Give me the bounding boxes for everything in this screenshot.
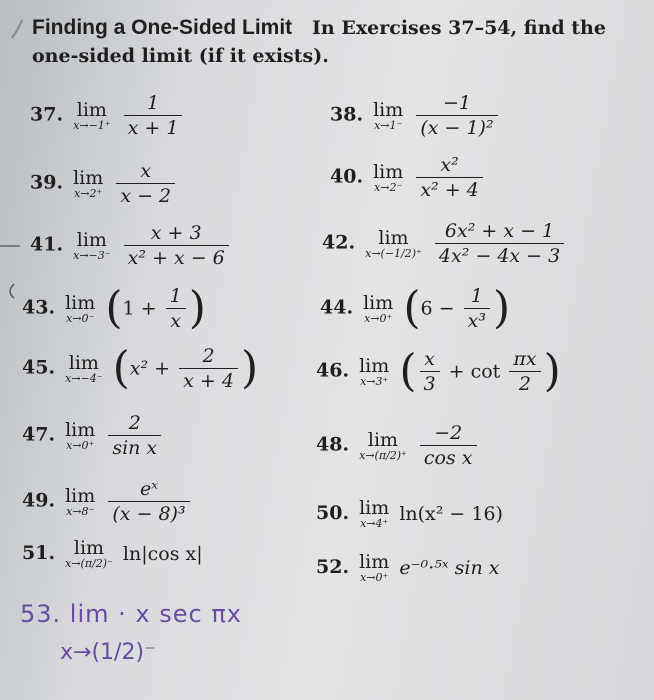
fraction: $\frac{1}{x + 1}$ <box>124 92 183 139</box>
limit-operator: lim x→−3⁻ <box>73 228 111 262</box>
exercise-number: 42. <box>322 231 356 254</box>
fraction: $\frac{2}{\text{sin x}}$ <box>108 412 161 459</box>
limit-operator: lim x→4⁺ <box>359 497 390 530</box>
heading-title: Finding a One-Sided Limit <box>32 16 293 39</box>
limit-operator: lim x→1⁻ <box>373 98 404 132</box>
exercise-45: 45. lim x→−4⁻ (x² + $\frac{2}{x + 4}$ ) <box>22 342 259 394</box>
exercise-number: 45. <box>22 356 56 379</box>
limit-operator: lim x→0⁺ <box>65 418 96 452</box>
fraction: $\frac{\text{6x² + x − 1}}{\text{4x² − 4x − 3}}$ <box>435 220 564 267</box>
fraction: $\frac{x}{3}$ <box>420 348 440 395</box>
exercise-50: 50. lim x→4⁺ ln(x² − 16) <box>316 497 503 530</box>
limit-operator: lim x→0⁺ <box>359 551 390 584</box>
limit-operator: lim x→−1⁺ <box>73 98 111 132</box>
exercise-number: 40. <box>330 165 364 188</box>
handwritten-limit-subscript: x→(1/2)⁻ <box>60 640 156 665</box>
fraction: $\frac{\text{x²}}{\text{x² + 4}}$ <box>416 154 482 201</box>
handwritten-exercise-53: 53. lim · x sec πx <box>20 600 242 628</box>
exercise-46: 46. lim x→3⁺ ( $\frac{x}{3}$ + cot $\frac{\pi x}{2}$ ) <box>316 345 561 397</box>
fraction: $\frac{1}{\text{x³}}$ <box>464 285 490 332</box>
limit-operator: lim x→0⁻ <box>65 291 96 325</box>
exercise-number: 48. <box>316 433 350 456</box>
limit-operator: lim x→(−1/2)⁺ <box>365 226 422 260</box>
exercise-51: 51. lim x→(π/2)⁻ ln|cos x| <box>22 537 203 570</box>
exercise-number: 51. <box>22 542 56 564</box>
exercise-number: 39. <box>30 171 64 194</box>
exercise-number: 44. <box>320 296 354 319</box>
exercise-number: 49. <box>22 489 56 512</box>
exercise-52: 52. lim x→0⁺ e⁻⁰·⁵ˣ sin x <box>316 551 500 584</box>
fraction: $\frac{x}{x - 2}$ <box>116 160 175 207</box>
limit-operator: lim x→8⁻ <box>65 484 96 518</box>
exercise-number: 38. <box>330 103 364 126</box>
exercise-number: 43. <box>22 296 56 319</box>
fraction: $\frac{2}{x + 4}$ <box>179 345 238 392</box>
exercise-number: 37. <box>30 103 64 126</box>
exercise-number: 47. <box>22 423 56 446</box>
fraction: $\frac{\text{eˣ}}{\text{(x − 8)³}}$ <box>108 478 189 525</box>
heading-intro: In Exercises 37–54, find the one-sided limit (if it exists). <box>32 17 606 67</box>
exercise-44: 44. lim x→0⁺ (6 − $\frac{1}{\text{x³}}$ ) <box>320 282 511 334</box>
exercise-43: 43. lim x→0⁻ (1 + $\frac{1}{x}$ ) <box>22 282 206 334</box>
fraction: $\frac{-1}{\text{(x − 1)²}}$ <box>416 92 497 139</box>
limit-operator: lim x→2⁻ <box>373 160 404 194</box>
fraction: $\frac{\pi x}{2}$ <box>509 348 540 395</box>
limit-operator: lim x→−4⁻ <box>65 351 103 385</box>
exercise-number: 41. <box>30 233 64 256</box>
exercise-number: 46. <box>316 359 350 382</box>
limit-operator: lim x→2⁺ <box>73 166 104 200</box>
fraction: $\frac{-2}{\text{cos x}}$ <box>420 422 477 469</box>
exercise-number: 52. <box>316 556 350 578</box>
limit-operator: lim x→0⁺ <box>363 291 394 325</box>
fraction: $\frac{1}{x}$ <box>166 285 186 332</box>
limit-operator: lim x→3⁺ <box>359 354 390 388</box>
limit-operator: lim x→(π/2)⁻ <box>65 537 113 570</box>
exercise-number: 50. <box>316 502 350 524</box>
limit-operator: lim x→(π/2)⁺ <box>359 428 407 462</box>
fraction: $\frac{x + 3}{\text{x² + x − 6}}$ <box>124 222 229 269</box>
